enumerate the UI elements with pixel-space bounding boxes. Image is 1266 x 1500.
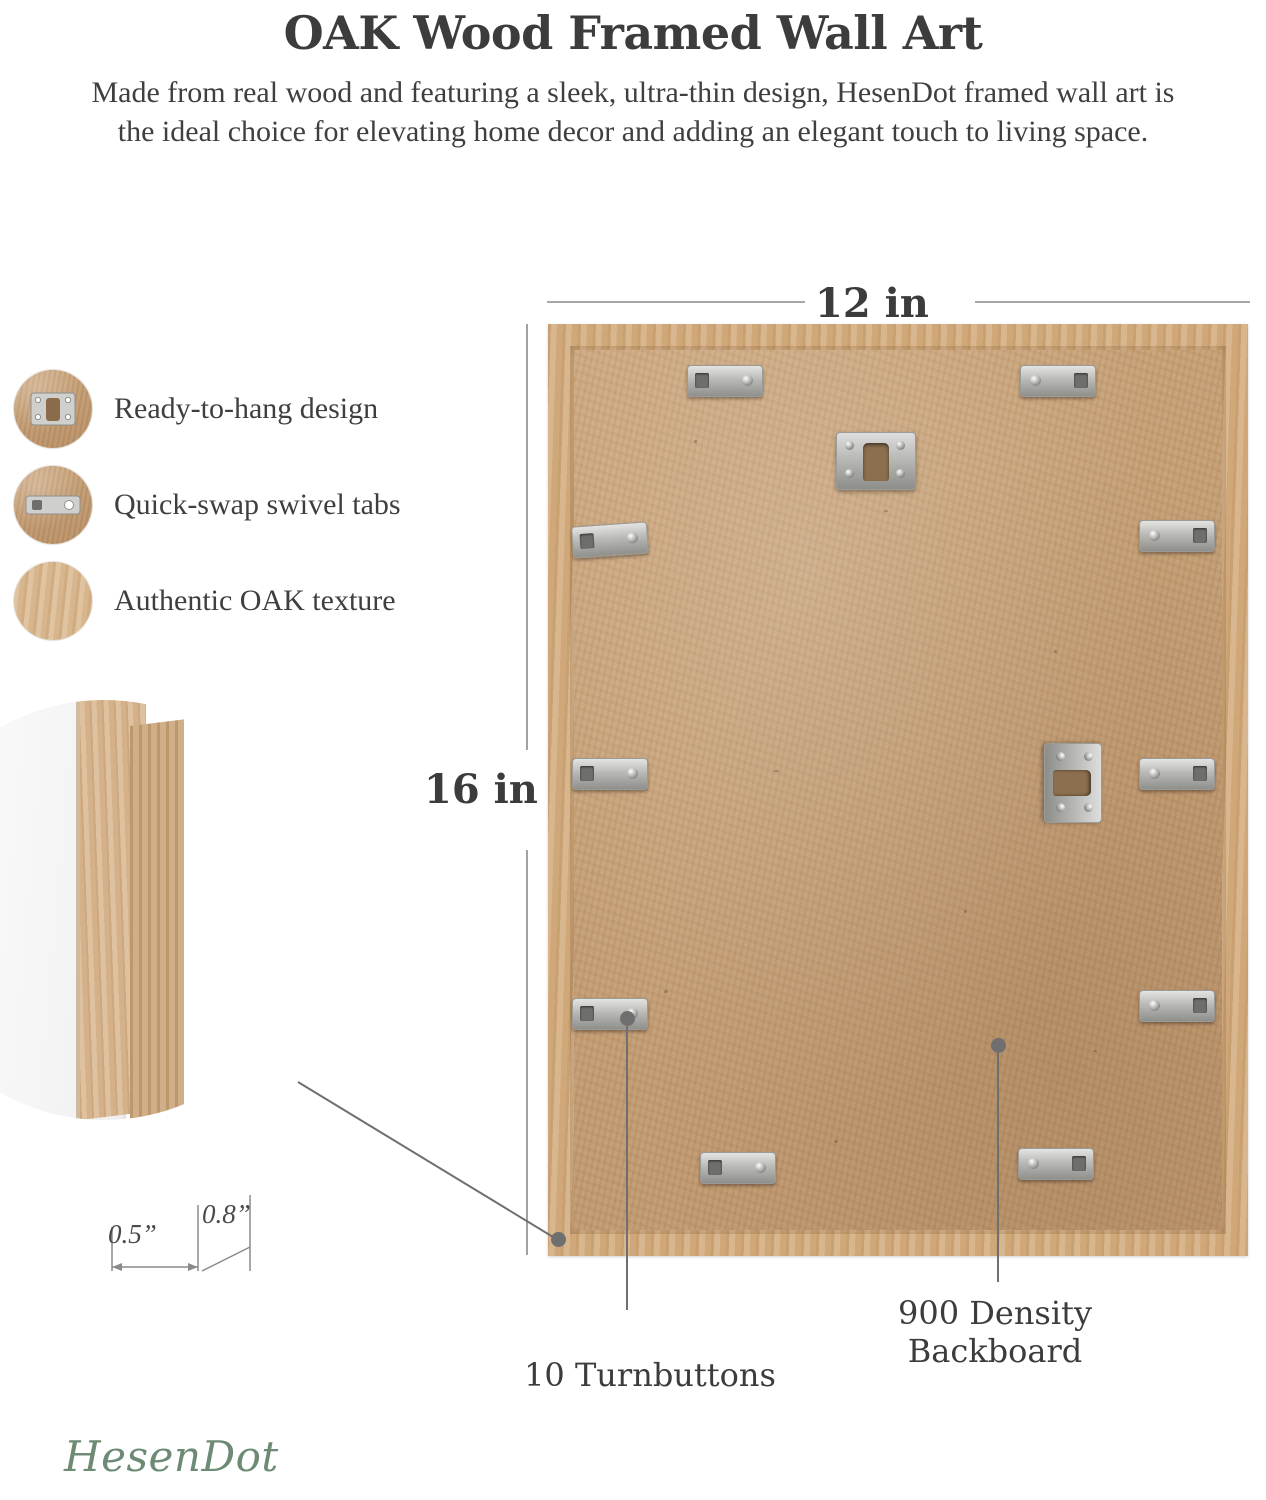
feature-item-swivel-tabs — [14, 464, 484, 546]
hanger-plate-glyph — [30, 392, 76, 426]
width-dimension-label: 0.8” — [202, 1199, 251, 1229]
feature-label: Ready-to-hang design — [114, 392, 379, 425]
feature-list — [14, 368, 484, 656]
frame-side-depth — [130, 719, 184, 1120]
callout-backboard-line2: Backboard — [907, 1332, 1083, 1371]
depth-dimension-label: 0.5” — [108, 1219, 157, 1249]
feature-label: Authentic OAK texture — [114, 584, 396, 617]
height-measure-label: 16 in — [424, 766, 538, 813]
callout-backboard-line1: 900 Density — [897, 1294, 1093, 1332]
feature-item-oak-texture — [14, 560, 484, 642]
feature-label: Quick-swap swivel tabs — [114, 488, 401, 521]
width-measure-label: 12 in — [815, 280, 929, 327]
feature-item-ready-to-hang — [14, 368, 484, 450]
callout-backboard — [830, 1294, 1160, 1371]
frame-profile-magnifier — [0, 700, 314, 1120]
callout-turnbuttons: 10 Turnbuttons — [524, 1356, 776, 1394]
page-subtitle: Made from real wood and featuring a sleek, ultra-thin design, HesenDot framed wall art is the ideal choice for elevating home decor and adding an elegant touch to living space. — [91, 75, 1175, 149]
callout-dot-backboard — [991, 1038, 1006, 1053]
page-title: OAK Wood Framed Wall Art — [283, 6, 983, 60]
oak-texture-icon — [14, 562, 92, 640]
header — [0, 0, 1266, 152]
callout-dot-turnbutton — [620, 1011, 635, 1026]
swivel-tab-icon — [14, 466, 92, 544]
brand-logo: HesenDot — [64, 1432, 279, 1481]
callout-dot-frame-edge — [551, 1232, 566, 1247]
turnbutton-glyph — [25, 493, 81, 517]
hanger-icon — [14, 370, 92, 448]
